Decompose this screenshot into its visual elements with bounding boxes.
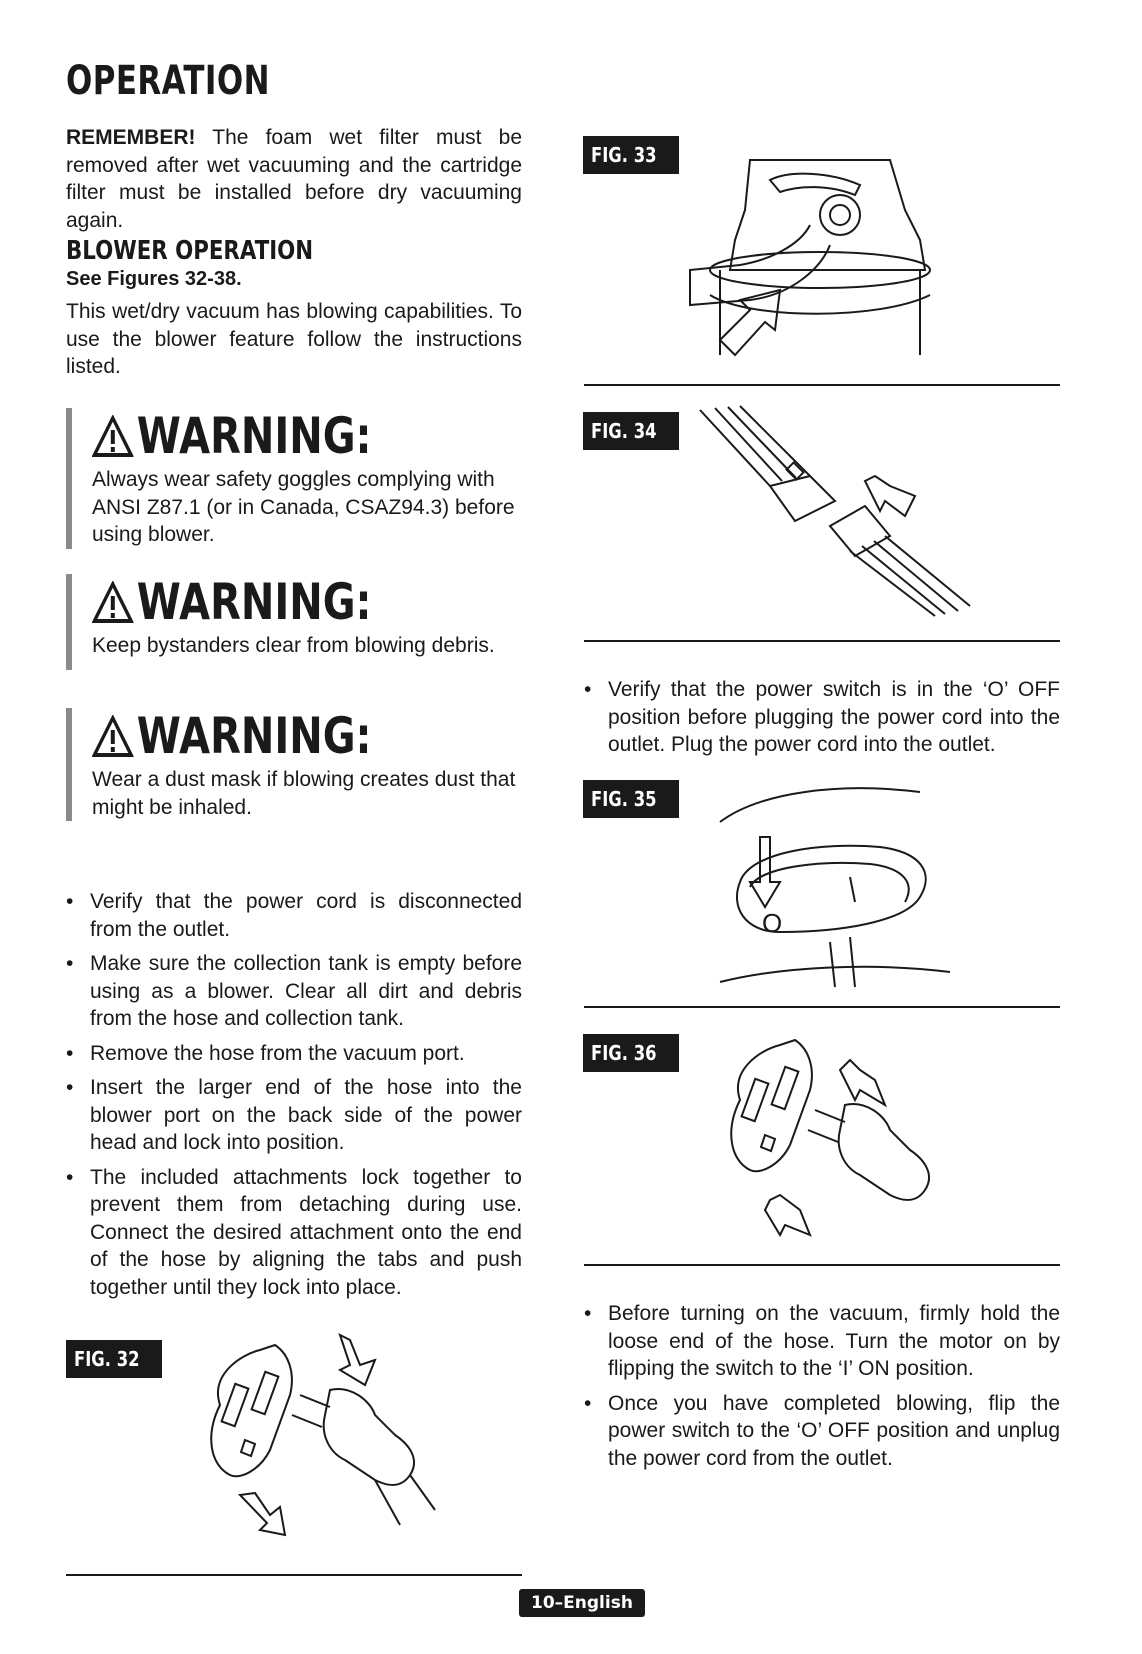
page-title: OPERATION	[66, 58, 270, 104]
figure-divider	[584, 384, 1060, 386]
fig35-label: FIG. 35	[583, 780, 679, 818]
figure-divider	[584, 1006, 1060, 1008]
fig34-label: FIG. 34	[583, 412, 679, 450]
remember-note	[66, 124, 522, 234]
warning-triangle-icon	[92, 415, 134, 457]
right-bullet-list-1	[584, 676, 1060, 766]
figure-divider	[584, 1264, 1060, 1266]
list-item: • Remove the hose from the vacuum port.	[66, 1040, 522, 1068]
warning-dust-mask	[66, 708, 548, 821]
switch-off-label: O	[762, 908, 783, 938]
fig34-attachment-illustration	[700, 406, 970, 616]
warning-goggles	[66, 408, 548, 549]
list-item: • Verify that the power cord is disconnected from the outlet.	[66, 888, 522, 943]
fig32-label: FIG. 32	[66, 1340, 162, 1378]
warning-triangle-icon	[92, 715, 134, 757]
fig33-blower-port-illustration	[690, 150, 950, 355]
footer-rule	[66, 1574, 522, 1576]
right-bullet-list-2	[584, 1300, 1060, 1479]
section-title: BLOWER OPERATION	[66, 236, 314, 266]
fig32-unplug-illustration	[200, 1335, 440, 1535]
intro-paragraph: This wet/dry vacuum has blowing capabilities. To use the blower feature follow the instructions listed.	[66, 300, 522, 378]
page-number: 10–English	[519, 1589, 645, 1617]
remember-text: The foam wet filter must be removed after wet vacuuming and the cartridge filter must be installed before dry vacuuming again.	[66, 126, 522, 232]
see-figures: See Figures 32-38.	[66, 268, 242, 290]
warning-bystanders	[66, 574, 548, 670]
fig36-plug-in-illustration	[720, 1030, 950, 1240]
figure-divider	[584, 640, 1060, 642]
warning-text: Keep bystanders clear from blowing debris.	[92, 634, 495, 657]
list-item: • Before turning on the vacuum, firmly hold the loose end of the hose. Turn the motor on by flipping the switch to the ‘I’ ON position.	[584, 1300, 1060, 1383]
fig36-label: FIG. 36	[583, 1034, 679, 1072]
warning-triangle-icon	[92, 581, 134, 623]
list-item: • Verify that the power switch is in the ‘O’ OFF position before plugging the power cord into the outlet. Plug the power cord into the outlet.	[584, 676, 1060, 759]
left-bullet-list	[66, 888, 522, 1308]
warning-title: WARNING:	[136, 407, 372, 465]
warning-text: Wear a dust mask if blowing creates dust that might be inhaled.	[92, 768, 516, 819]
fig33-label: FIG. 33	[583, 136, 679, 174]
list-item: • Insert the larger end of the hose into the blower port on the back side of the power head and lock into position.	[66, 1074, 522, 1157]
warning-title: WARNING:	[136, 573, 372, 631]
list-item: • Make sure the collection tank is empty before using as a blower. Clear all dirt and debris from the hose and collection tank.	[66, 950, 522, 1033]
remember-label: REMEMBER!	[66, 126, 196, 149]
fig35-power-switch-illustration	[720, 772, 950, 987]
warning-title: WARNING:	[136, 707, 372, 765]
list-item: • The included attachments lock together to prevent them from detaching during use. Connect the desired attachment onto the end of the hose by aligning the tabs and push together until they lock into place.	[66, 1164, 522, 1302]
list-item: • Once you have completed blowing, flip the power switch to the ‘O’ OFF position and unplug the power cord from the outlet.	[584, 1390, 1060, 1473]
warning-text: Always wear safety goggles complying with ANSI Z87.1 (or in Canada, CSAZ94.3) before using blower.	[92, 468, 515, 546]
